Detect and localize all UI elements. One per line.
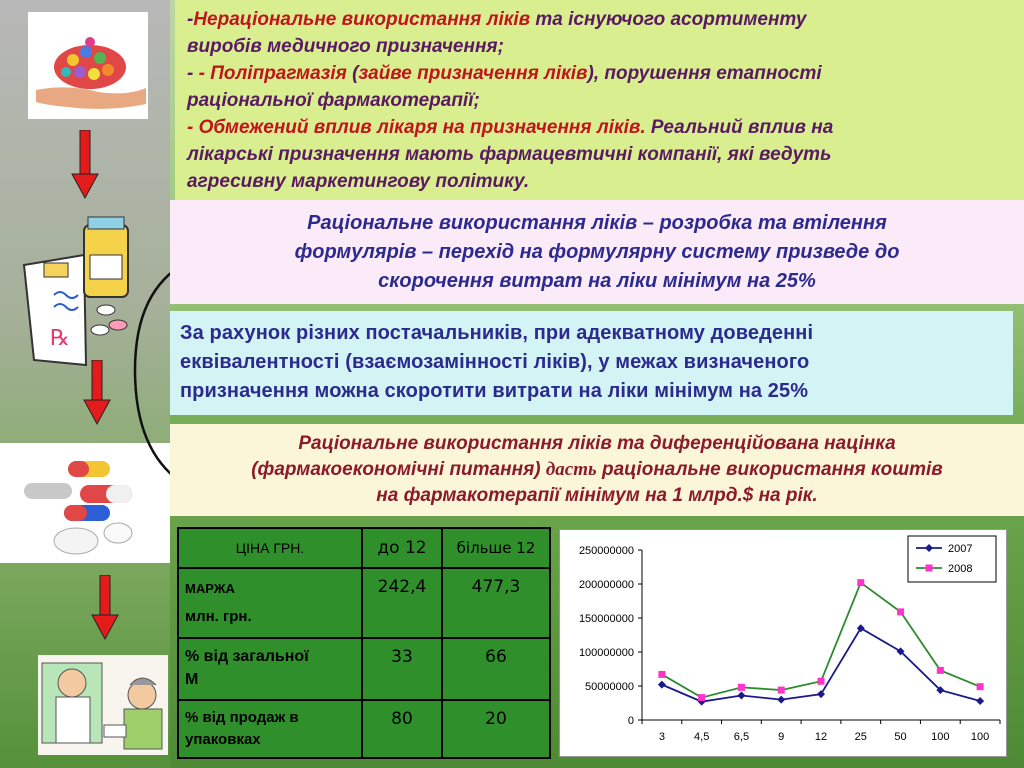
paren-text: ( [346,63,359,84]
data-point-2007 [817,690,825,698]
prescription-bottle-icon [14,215,138,375]
margin-table [177,527,551,759]
data-point-2008 [977,683,984,690]
x-tick-label: 100 [931,731,950,743]
data-point-2008 [897,608,904,615]
data-point-2007 [976,697,984,705]
data-point-2007 [857,624,865,632]
x-tick-label: 3 [658,731,665,743]
problem-line-3 [187,60,1014,87]
down-arrow-icon [82,360,112,426]
data-point-2008 [937,667,944,674]
cell-value: 20 [442,700,550,758]
svg-text:℞: ℞ [50,326,70,351]
problem-line-7: агресивну маркетингову політику. [187,171,530,192]
y-tick-label: 250000000 [578,545,634,557]
data-point-2007 [737,692,745,700]
irrational-use-text: Нераціональне використання ліків [193,9,531,30]
data-point-2008 [778,687,785,694]
problem-line-4: раціональної фармакотерапії; [187,90,480,111]
suppliers-line-2: еквівалентності (взаємозамінності ліків), у межах визначеного [180,351,810,373]
problems-text-box [175,0,1024,200]
row-label [178,568,362,638]
problem-line-6: лікарські призначення мають фармацевтичні компанії, які ведуть [187,144,832,165]
x-tick-label: 100 [970,731,990,743]
formulary-line-1: Раціональне використання ліків – розробка та втілення [307,212,887,234]
polypharmacy-text: Поліпрагмазія [210,63,347,84]
header-price: ЦІНА ГРН. [178,528,362,568]
cell-value: 80 [362,700,442,758]
row-label-b: упаковках [185,731,261,748]
y-tick-label: 0 [627,715,634,727]
dash-text: - [187,63,199,84]
y-tick-label: 50000000 [585,681,634,693]
dash-text-red: - [198,63,211,84]
cell-value: 477,3 [442,568,550,638]
row-label [178,638,362,700]
x-tick-label: 12 [814,731,828,743]
table-header-row [178,528,550,568]
x-tick-label: 9 [778,731,785,743]
real-influence-text: Реальний вплив на [645,117,834,138]
row-label-b: млн. грн. [185,608,252,625]
data-point-2008 [738,684,745,691]
suppliers-line-3: призначення можна скоротити витрати на ліки мінімум на 25% [180,380,809,402]
row-label-a: МАРЖА [185,581,235,596]
cell-value: 242,4 [362,568,442,638]
legend-label-2007: 2007 [948,543,973,555]
legend-marker-2008 [926,565,933,572]
row-label-a: % від продаж в [185,709,299,726]
markup-line-2 [170,457,1024,483]
suppliers-text-box [170,311,1013,415]
pharmacy-scene-image [38,655,168,755]
x-tick-label: 50 [894,731,907,743]
problem-line-5 [187,114,1014,141]
data-point-2008 [658,671,665,678]
row-label [178,700,362,758]
data-point-2007 [658,681,666,689]
x-tick-label: 25 [854,731,867,743]
header-up-to-12: до 12 [362,528,442,568]
cell-value: 66 [442,638,550,700]
data-point-2008 [818,678,825,685]
header-over-12: більше 12 [442,528,550,568]
y-tick-label: 200000000 [578,579,634,591]
excess-prescription-text: зайве призначення ліків [358,63,588,84]
table-row [178,700,550,758]
cell-value: 33 [362,638,442,700]
x-tick-label: 6,5 [733,731,750,743]
x-tick-label: 4,5 [694,731,710,743]
suppliers-line-1: За рахунок різних постачальників, при адекватному доведенні [180,322,814,344]
data-point-2007 [777,696,785,704]
problem-line-1: -Нераціональне використання ліків та існуючого асортименту [187,9,807,30]
problem-line-2: виробів медичного призначення; [187,36,504,57]
chart-canvas [560,530,1008,758]
formulary-text-box [170,200,1024,304]
y-tick-label: 100000000 [578,647,634,659]
formulary-line-2: формулярів – перехід на формулярну систему призведе до [294,241,900,263]
will-give-text: дасть [545,459,597,480]
formulary-line-3: скорочення витрат на ліки мінімум на 25% [378,270,816,292]
down-arrow-icon [70,130,100,200]
staging-text: ), порушення етапності [587,63,822,84]
markup-line-1: Раціональне використання ліків та диференційована націнка [298,433,896,454]
rational-use-funds-text: раціональне використання коштів [596,459,943,480]
pills-in-hand-image [28,12,148,119]
table-row [178,568,550,638]
data-point-2008 [857,579,864,586]
assortment-text: та існуючого асортименту [530,9,807,30]
limited-influence-text: - Обмежений вплив лікаря на призначення ліків. [187,117,646,138]
y-tick-label: 150000000 [578,613,634,625]
data-point-2008 [698,694,705,701]
table-row [178,638,550,700]
line-chart [559,529,1007,757]
pharmacoeconomic-text: (фармакоекономічні питання) [251,459,546,480]
down-arrow-icon [90,575,120,641]
markup-line-3: на фармакотерапії мінімум на 1 млрд.$ на рік. [376,485,818,506]
row-label-b: М [185,671,199,688]
markup-text-box [170,424,1024,516]
legend-label-2008: 2008 [948,563,973,575]
row-label-a: % від загальної [185,648,309,665]
